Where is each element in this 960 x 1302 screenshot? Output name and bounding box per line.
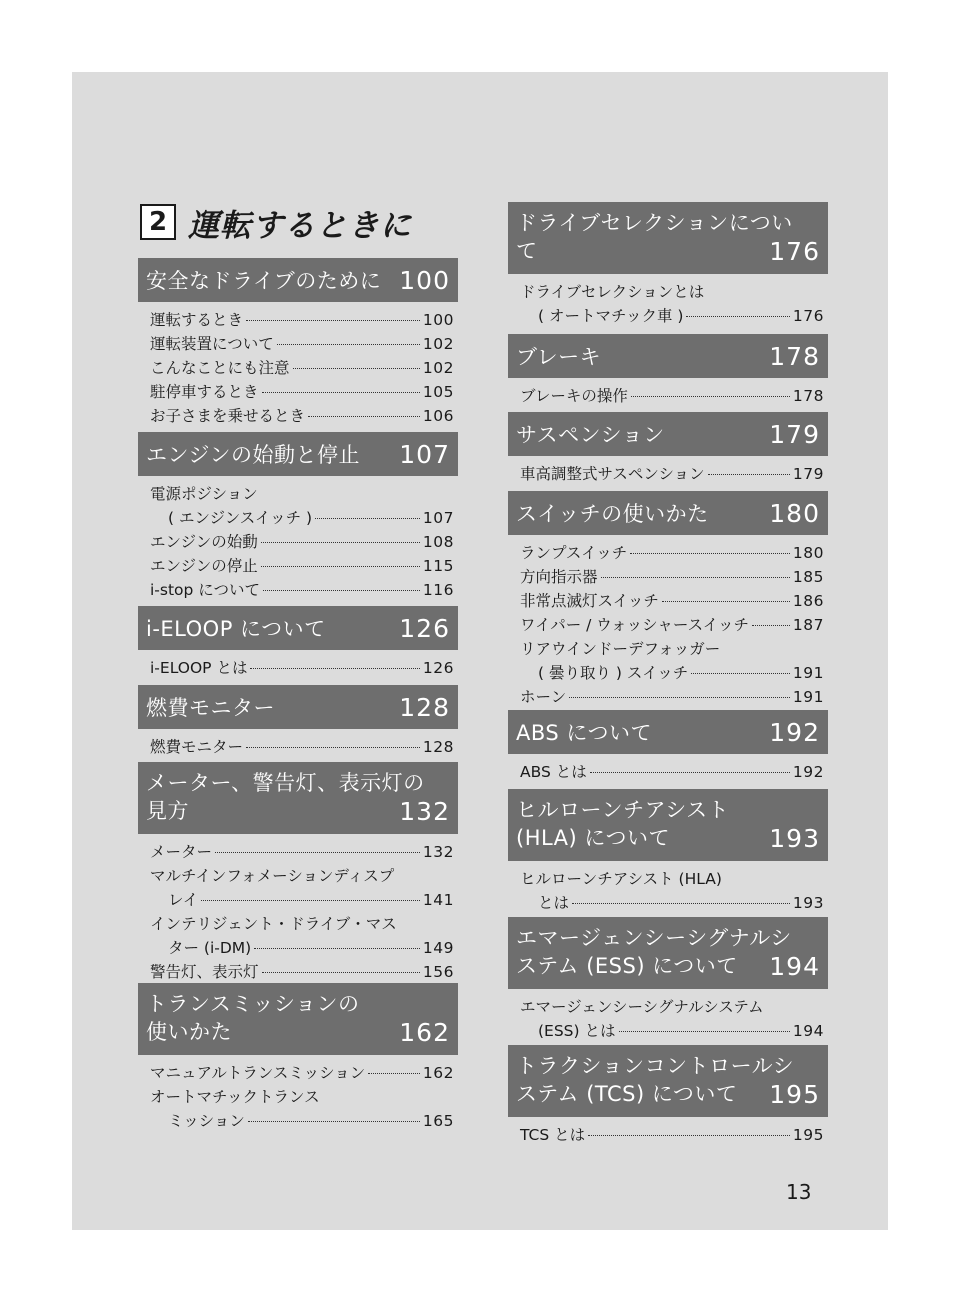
toc-entry-text: 燃費モニター [150,738,244,756]
section-header-bar[interactable] [508,917,828,989]
toc-entry-title[interactable]: ヒルローンチアシスト (HLA) [520,870,722,888]
toc-entry[interactable] [520,462,824,486]
dot-leader [691,673,790,674]
section-header-bar[interactable] [138,432,458,476]
toc-entry-page: 185 [792,568,824,586]
toc-entry-text: 運転するとき [150,311,244,329]
toc-section [508,789,828,915]
dot-leader [246,320,420,321]
toc-entry-text: メーター [150,843,213,861]
section-title: 見方 [146,799,189,823]
section-header-bar[interactable] [138,606,458,650]
toc-entry[interactable] [520,589,824,613]
toc-entry-title[interactable]: 電源ポジション [150,485,258,503]
toc-entry-page: 107 [422,509,454,527]
chapter-number: 2 [140,204,176,240]
toc-entry-title[interactable]: オートマチックトランス [150,1088,320,1106]
toc-entry[interactable] [150,735,454,759]
section-title: 使いかた [146,1020,232,1044]
toc-entry-page: 149 [422,939,454,957]
dot-leader [619,1031,790,1032]
section-page-number: 107 [399,439,450,469]
section-header-bar[interactable] [508,1045,828,1117]
toc-entry[interactable] [520,613,824,637]
toc-entry[interactable] [520,384,824,408]
section-header-bar[interactable] [138,685,458,729]
toc-entry-list [138,735,458,759]
toc-entry-title[interactable]: エマージェンシーシグナルシステム [520,998,764,1016]
toc-entry[interactable] [150,888,454,912]
page [72,72,888,1230]
dot-leader [368,1073,420,1074]
toc-section [508,412,828,486]
toc-entry-text: ABS とは [520,763,587,781]
toc-entry-page: 141 [422,891,454,909]
toc-entry-text: 警告灯、表示灯 [150,963,259,981]
dot-leader [215,852,420,853]
toc-entry-page: 186 [792,592,824,610]
toc-entry-list [138,1061,458,1133]
toc-entry-text: 運転装置について [150,335,274,353]
toc-entry-list [508,462,828,486]
toc-entry-list [138,840,458,984]
toc-entry-text: ブレーキの操作 [520,387,628,405]
section-title: ステム (ESS) について [516,954,738,978]
toc-entry-page: 132 [422,843,454,861]
section-page-number: 100 [399,265,450,295]
dot-leader [293,368,420,369]
dot-leader [686,316,789,317]
toc-entry-text: i-ELOOP とは [150,659,248,677]
page-number: 13 [786,1180,812,1204]
toc-entry-page: 108 [422,533,454,551]
toc-entry-list [138,308,458,428]
toc-entry[interactable] [150,308,454,332]
toc-entry-page: 115 [422,557,454,575]
toc-entry-title[interactable]: ドライブセレクションとは [520,283,705,301]
section-title: ステム (TCS) について [516,1082,738,1106]
toc-entry-title[interactable]: マルチインフォメーションディスプ [150,867,395,885]
section-page-number: 192 [769,717,820,747]
section-title: トランスミッションの [146,992,360,1016]
toc-entry-page: 176 [792,307,824,325]
dot-leader [708,474,790,475]
dot-leader [752,625,790,626]
section-page-number: 194 [769,952,820,981]
toc-section [508,1045,828,1147]
section-page-number: 126 [399,613,450,643]
section-page-number: 132 [399,797,450,826]
dot-leader [572,903,790,904]
toc-entry-text: 車高調整式サスペンション [520,465,705,483]
section-page-number: 176 [769,237,820,266]
toc-entry-text: ター (i-DM) [168,939,252,957]
section-title: メーター、警告灯、表示灯の [146,771,425,795]
dot-leader [262,972,420,973]
dot-leader [277,344,420,345]
dot-leader [261,566,420,567]
toc-entry-list [508,760,828,784]
chapter-title: 運転するときに [188,207,412,244]
toc-entry-text: 非常点滅灯スイッチ [520,592,659,610]
toc-entry-title[interactable]: リアウインドーデフォッガー [520,640,721,658]
toc-entry-text: ( オートマチック車 ) [538,307,684,325]
toc-entry-text: ( エンジンスイッチ ) [168,509,313,527]
section-title: 燃費モニター [146,696,275,720]
toc-entry[interactable] [150,936,454,960]
toc-entry-text: (ESS) とは [538,1022,616,1040]
section-header-bar[interactable] [508,412,828,456]
dot-leader [590,772,790,773]
dot-leader [315,518,420,519]
section-header-bar[interactable] [138,258,458,302]
section-title: 安全なドライブのために [146,269,382,293]
toc-entry-text: 方向指示器 [520,568,598,586]
toc-entry[interactable] [520,685,824,709]
toc-entry-list [138,656,458,680]
toc-entry[interactable] [520,661,824,685]
toc-entry-page: 180 [792,544,824,562]
toc-entry-text: こんなことにも注意 [150,359,290,377]
toc-entry-text: ミッション [168,1112,245,1130]
toc-entry[interactable] [150,380,454,404]
section-page-number: 162 [399,1018,450,1047]
toc-entry[interactable] [520,760,824,784]
dot-leader [601,577,790,578]
section-page-number: 195 [769,1080,820,1109]
section-title: (HLA) について [516,826,670,850]
section-page-number: 128 [399,692,450,722]
toc-entry-page: 105 [422,383,454,401]
section-title: ヒルローンチアシスト [516,798,730,822]
dot-leader [588,1135,790,1136]
dot-leader [308,416,420,417]
toc-entry-text: ( 曇り取り ) スイッチ [538,664,689,682]
dot-leader [630,553,790,554]
section-title: て [516,239,538,263]
toc-section [138,258,458,428]
toc-entry-list [508,867,828,915]
toc-entry-page: 195 [792,1126,824,1144]
toc-entry-page: 179 [792,465,824,483]
toc-section [138,432,458,602]
dot-leader [569,697,790,698]
toc-entry-text: エンジンの始動 [150,533,258,551]
section-page-number: 178 [769,341,820,371]
toc-entry[interactable] [520,891,824,915]
toc-section [138,762,458,984]
toc-entry[interactable] [150,554,454,578]
toc-entry[interactable] [520,1123,824,1147]
toc-section [138,606,458,680]
section-title: ブレーキ [516,345,602,369]
toc-entry-list [508,384,828,408]
toc-entry-page: 100 [422,311,454,329]
toc-entry-list [508,995,828,1043]
section-header-bar[interactable] [138,762,458,834]
toc-entry[interactable] [150,656,454,680]
toc-entry-text: 駐停車するとき [150,383,259,401]
toc-entry-title[interactable]: インテリジェント・ドライブ・マス [150,915,397,933]
toc-entry-page: 191 [792,664,824,682]
toc-entry-page: 102 [422,335,454,353]
toc-entry-text: とは [538,894,570,912]
dot-leader [254,948,420,949]
toc-entry[interactable] [150,356,454,380]
dot-leader [263,590,420,591]
section-header-bar[interactable] [138,983,458,1055]
dot-leader [262,392,420,393]
toc-entry-text: i-stop について [150,581,260,599]
toc-entry[interactable] [150,530,454,554]
toc-entry-page: 106 [422,407,454,425]
toc-entry-page: 192 [792,763,824,781]
toc-entry[interactable] [150,1109,454,1133]
toc-entry[interactable] [150,506,454,530]
toc-entry[interactable] [520,541,824,565]
toc-entry-text: お子さまを乗せるとき [150,407,306,425]
toc-entry-text: TCS とは [520,1126,586,1144]
toc-entry[interactable] [520,565,824,589]
section-header-bar[interactable] [508,789,828,861]
section-title: トラクションコントロールシ [516,1054,795,1078]
toc-section [508,202,828,328]
toc-entry-text: ワイパー / ウォッシャースイッチ [520,616,749,634]
toc-section [138,685,458,759]
toc-entry-page: 102 [422,359,454,377]
section-header-bar[interactable] [508,491,828,535]
toc-entry[interactable] [150,960,454,984]
toc-entry[interactable] [520,1019,824,1043]
toc-entry[interactable] [150,578,454,602]
dot-leader [248,1121,420,1122]
section-page-number: 193 [769,824,820,853]
toc-entry-list [508,1123,828,1147]
toc-section [508,917,828,1043]
dot-leader [261,542,420,543]
section-title: ドライブセレクションについ [516,211,793,235]
toc-entry-page: 194 [792,1022,824,1040]
section-title: エンジンの始動と停止 [146,443,360,467]
toc-entry-page: 191 [792,688,824,706]
toc-entry-page: 193 [792,894,824,912]
section-header-bar[interactable] [508,710,828,754]
toc-entry[interactable] [150,332,454,356]
toc-entry-page: 178 [792,387,824,405]
toc-entry-text: ホーン [520,688,567,706]
toc-section [508,710,828,784]
chapter-heading [140,200,412,244]
dot-leader [631,396,790,397]
toc-entry-text: エンジンの停止 [150,557,258,575]
toc-entry-page: 162 [422,1064,454,1082]
toc-section [508,491,828,709]
toc-entry[interactable] [150,1061,454,1085]
toc-entry-page: 126 [422,659,454,677]
section-header-bar[interactable] [508,334,828,378]
toc-entry-page: 156 [422,963,454,981]
toc-entry[interactable] [150,404,454,428]
toc-entry-page: 187 [792,616,824,634]
toc-entry-page: 128 [422,738,454,756]
toc-entry-list [138,482,458,602]
dot-leader [250,668,419,669]
section-header-bar[interactable] [508,202,828,274]
dot-leader [201,900,420,901]
section-title: サスペンション [516,423,665,447]
toc-entry-text: レイ [168,891,199,909]
toc-entry[interactable] [520,304,824,328]
toc-entry-list [508,541,828,709]
dot-leader [246,747,420,748]
toc-entry-page: 165 [422,1112,454,1130]
section-page-number: 180 [769,498,820,528]
toc-entry-page: 116 [422,581,454,599]
dot-leader [662,601,790,602]
toc-entry-text: マニュアルトランスミッション [150,1064,366,1082]
section-page-number: 179 [769,419,820,449]
section-title: エマージェンシーシグナルシ [516,926,792,950]
section-title: ABS について [516,721,652,745]
toc-section [508,334,828,408]
section-title: スイッチの使いかた [516,502,709,526]
section-title: i-ELOOP について [146,617,326,641]
toc-entry-list [508,280,828,328]
toc-section [138,983,458,1133]
toc-entry-text: ランプスイッチ [520,544,628,562]
toc-entry[interactable] [150,840,454,864]
